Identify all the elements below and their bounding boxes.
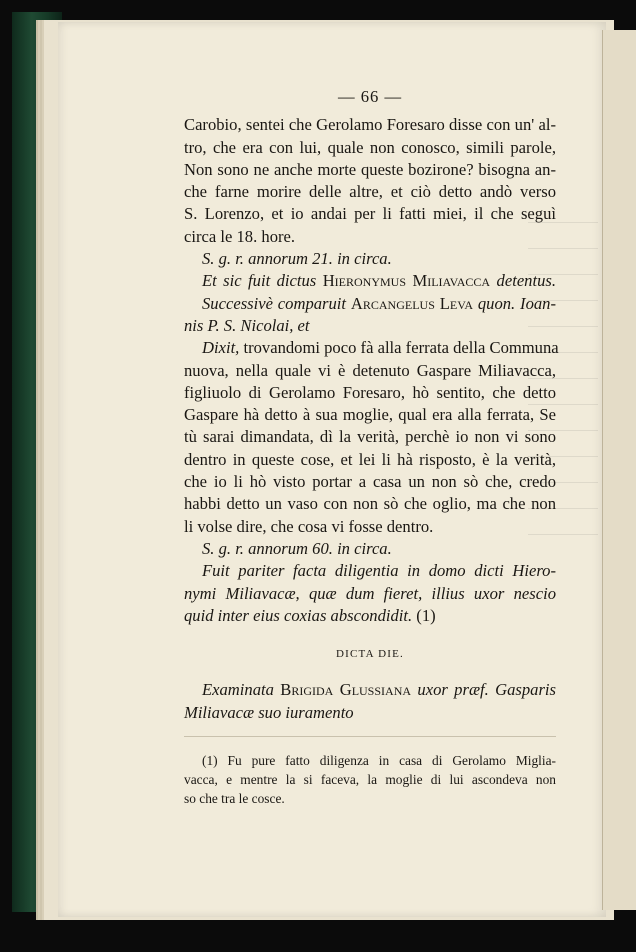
footnote-line: so che tra le cosce. [184, 791, 285, 807]
examinata-text: Examinata [202, 680, 274, 700]
page-text [184, 86, 559, 808]
text-line: figliuolo di Gerolamo Foresaro, hò sentito, che detto [184, 382, 556, 402]
text-line: Carobio, sentei che Gerolamo Foresaro disse con un' al- [184, 115, 556, 135]
examinata-line-2 [184, 702, 556, 724]
examinata-end: uxor præf. Gasparis [417, 680, 556, 700]
age-line [184, 538, 556, 560]
et-sic-line [184, 270, 556, 292]
successive-text-2: nis P. S. Nicolai, et [184, 315, 310, 335]
successive-text: Successivè comparuit [202, 293, 347, 313]
age-line [184, 248, 556, 270]
fuit-line [184, 583, 556, 605]
dixit-word: Dixit, [202, 338, 240, 358]
successive-line [184, 293, 556, 315]
testimony-text: trovandomi poco fà alla ferrata della Communa [243, 338, 559, 358]
age-text: S. g. r. annorum 21. in circa. [202, 249, 392, 269]
fuit-text: quid inter eius coxias abscondidit. [184, 605, 413, 625]
text-line: che farne morire delle altre, et ciò detto andò verso [184, 182, 556, 202]
fuit-line [184, 560, 556, 582]
footnote-line: vacca, e mentre la si faceva, la moglie di lui ascondeva non [184, 772, 556, 788]
page-number: — 66 — [337, 87, 403, 106]
text-line: li volse dire, che cosa vi fosse dentro. [184, 516, 434, 536]
text-line: tro, che era con lui, quale non conosco, simili parole, [184, 137, 556, 157]
text-line: circa le 18. hore. [184, 226, 296, 246]
text-line: che io li hò visto portar a casa un non sò che, credo [184, 472, 556, 492]
footnote [184, 751, 556, 808]
person-name: Arcangelus Leva [350, 293, 473, 313]
dixit-line [184, 337, 559, 359]
section-heading: DICTA DIE. [336, 648, 404, 661]
footnote-rule [184, 736, 556, 737]
person-name: Hieronymus Miliavacca [322, 271, 491, 291]
examinata-line [184, 679, 556, 701]
et-sic-end: detentus. [496, 271, 556, 291]
text-line: habbi detto un vaso con non sò che oglio, ma che non [184, 494, 556, 514]
text-line: Gaspare hà detto à sua moglie, qual era alla ferrata, Se [184, 405, 556, 425]
et-sic-text: Et sic fuit dictus [202, 271, 317, 291]
text-line: S. Lorenzo, et io andai per li fatti miei, il che seguì [184, 204, 556, 224]
footnote-ref: (1) [416, 605, 436, 625]
text-line: nuova, nella quale vi è detenuto Gaspare Miliavacca, [184, 360, 556, 380]
person-name: Brigida Glussiana [280, 680, 412, 700]
fuit-text: Fuit pariter facta diligentia in domo dicti Hiero- [202, 561, 556, 581]
successive-line-2 [184, 315, 556, 337]
successive-end: quon. Ioan- [477, 293, 556, 313]
text-line: tù sarai dimandata, dì la verità, perchè io non vi sono [184, 427, 556, 447]
facing-page-edge [602, 30, 636, 910]
text-line: dentro in queste cose, et lei li hà risposto, è la verità, [184, 449, 556, 469]
examinata-text-2: Miliavacæ suo iuramento [184, 702, 354, 722]
age-text: S. g. r. annorum 60. in circa. [202, 538, 392, 558]
footnote-line: (1) Fu pure fatto diligenza in casa di Gerolamo Miglia- [202, 753, 556, 769]
fuit-line [184, 605, 556, 627]
text-line: Non sono ne anche morte queste bozirone? bisogna an- [184, 159, 556, 179]
fuit-text: nymi Miliavacæ, quæ dum fieret, illius uxor nescio [184, 583, 556, 603]
